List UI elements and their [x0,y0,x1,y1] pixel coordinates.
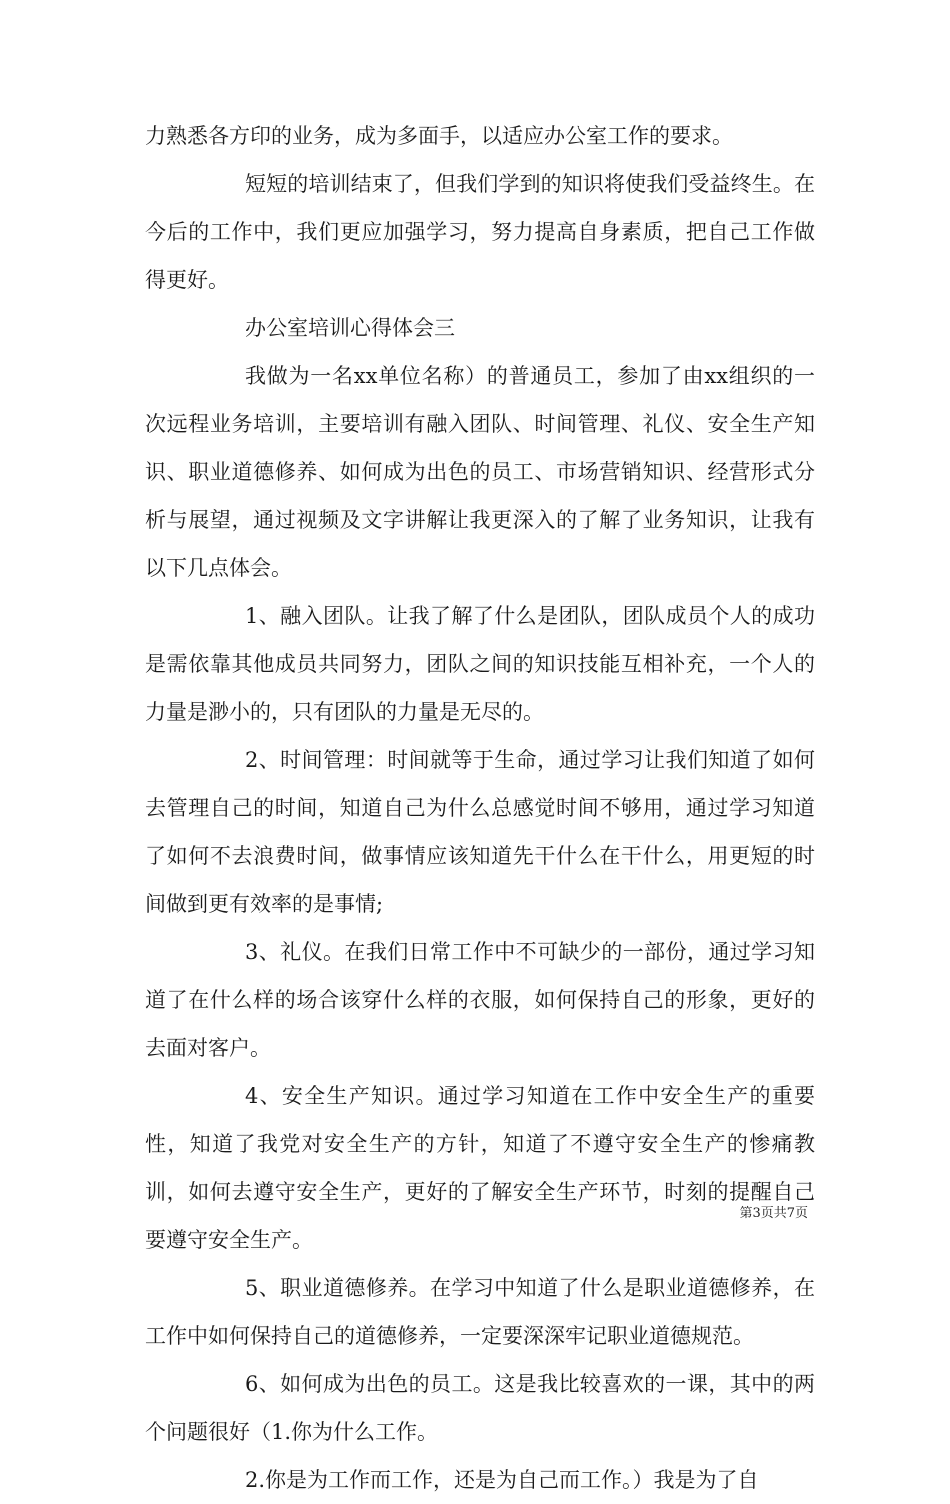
paragraph-8: 4、安全生产知识。通过学习知道在工作中安全生产的重要性，知道了我党对安全生产的方针，知道了不遵守安全生产的惨痛教训，如何去遵守安全生产，更好的了解安全生产环节，时刻的提醒自己要遵守安全生产。 [145,1084,815,1252]
paragraph-2: 短短的培训结束了，但我们学到的知识将使我们受益终生。在今后的工作中，我们更应加强学习，努力提高自身素质，把自己工作做得更好。 [145,172,815,292]
paragraph-9: 5、职业道德修养。在学习中知道了什么是职业道德修养，在工作中如何保持自己的道德修养，一定要深深牢记职业道德规范。 [145,1276,815,1348]
document-body [145,112,815,1504]
paragraph-7: 3、礼仪。在我们日常工作中不可缺少的一部份，通过学习知道了在什么样的场合该穿什么样的衣服，如何保持自己的形象，更好的去面对客户。 [145,940,815,1060]
paragraph-11: 2.你是为工作而工作，还是为自己而工作。）我是为了自 [245,1468,759,1492]
paragraph-10: 6、如何成为出色的员工。这是我比较喜欢的一课，其中的两个问题很好（1.你为什么工作。 [145,1372,815,1444]
page-number: 第3页共7页 [739,1206,808,1221]
paragraph-6: 2、时间管理：时间就等于生命，通过学习让我们知道了如何去管理自己的时间，知道自己为什么总感觉时间不够用，通过学习知道了如何不去浪费时间，做事情应该知道先干什么在干什么，用更短的时间做到更有效率的是事情; [145,748,815,916]
paragraph-5: 1、融入团队。让我了解了什么是团队，团队成员个人的成功是需依靠其他成员共同努力，团队之间的知识技能互相补充，一个人的力量是渺小的，只有团队的力量是无尽的。 [145,604,815,724]
paragraph-1: 力熟悉各方印的业务，成为多面手，以适应办公室工作的要求。 [145,124,733,148]
paragraph-4: 我做为一名xx单位名称）的普通员工，参加了由xx组织的一次远程业务培训，主要培训有融入团队、时间管理、礼仪、安全生产知识、职业道德修养、如何成为出色的员工、市场营销知识、经营形式分析与展望，通过视频及文字讲解让我更深入的了解了业务知识，让我有以下几点体会。 [145,364,815,580]
section-heading: 办公室培训心得体会三 [245,316,455,340]
